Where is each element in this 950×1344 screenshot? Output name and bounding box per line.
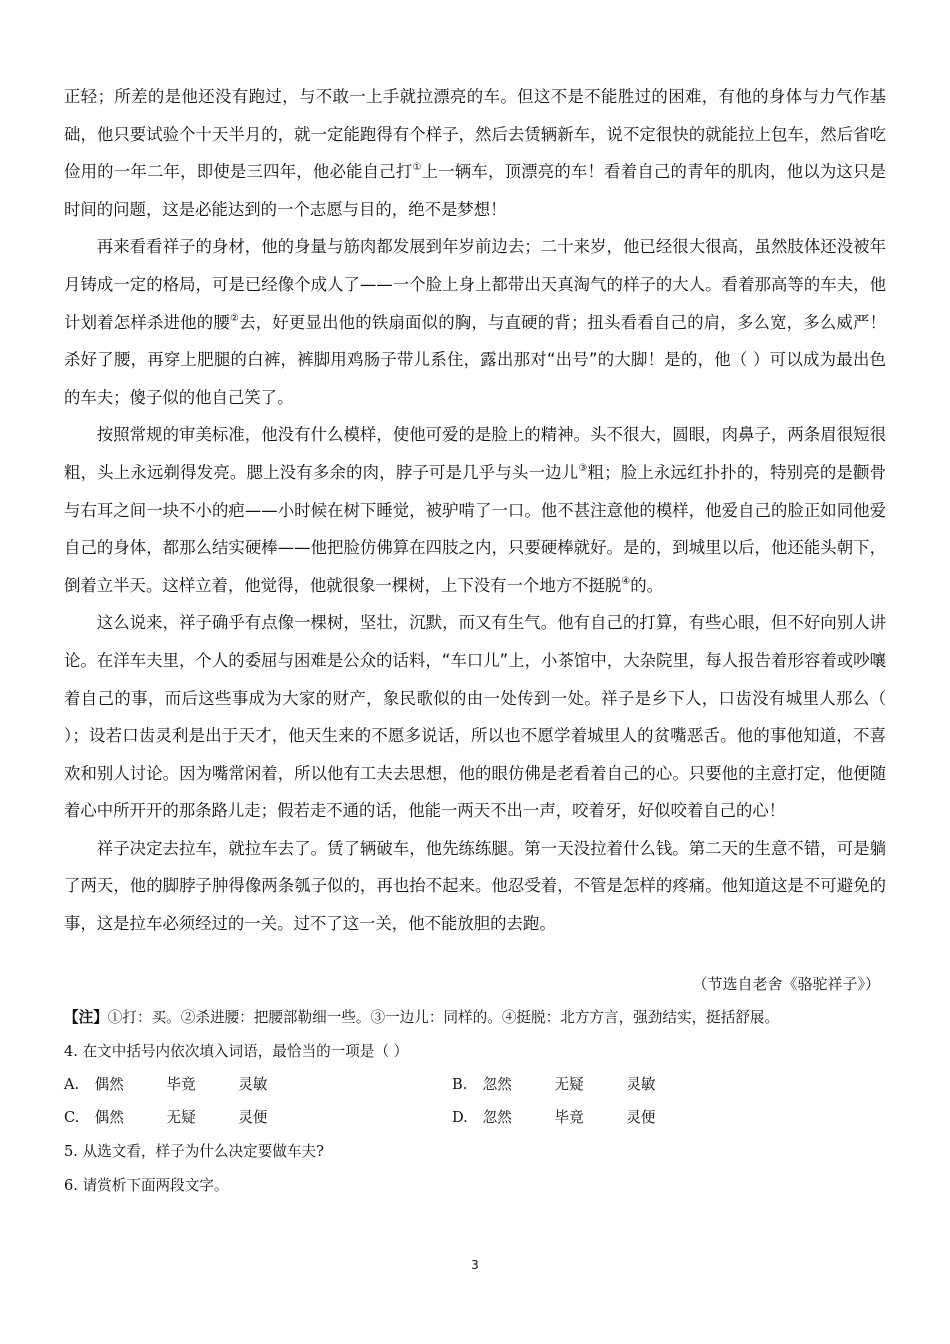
source-attribution: （节选自老舍《骆驼祥子》） <box>692 975 880 993</box>
page-number: 3 <box>471 1258 479 1272</box>
question-4: 4. 在文中括号内依次填入词语，最恰当的一项是（ ） <box>64 1043 409 1060</box>
question-5: 5. 从选文看，样子为什么决定要做车夫? <box>64 1143 324 1160</box>
footnote-text: ①打：买。②杀进腰：把腰部勒细一些。③一边儿：同样的。④挺脱：北方方言，强劲结实，挺括舒展。 <box>107 1009 780 1026</box>
paragraph-1: 正轻；所差的是他还没有跑过，与不敢一上手就拉漂亮的车。但这不是不能胜过的困难，有他的身体与力气作基础，他只要试验个十天半月的，就一定能跑得有个样子，然后去赁辆新车，说不定很快的就能拉上包车，然后省吃俭用的一年二年，即使是三四年，他必能自己打①上一辆车，顶漂亮的车！看着自己的青年的肌肉，他以为这只是时间的问题，这是必能达到的一个志愿与目的，绝不是梦想！ <box>64 87 887 219</box>
paragraph-5: 祥子决定去拉车，就拉车去了。赁了辆破车，他先练练腿。第一天没拉着什么钱。第二天的生意不错，可是躺了两天，他的脚脖子肿得像两条瓠子似的，再也抬不起来。他忍受着，不管是怎样的疼痛。他知道这是不可避免的事，这是拉车必须经过的一关。过不了这一关，他不能放胆的去跑。 <box>64 838 886 934</box>
paragraph-4: 这么说来，祥子确乎有点像一棵树，坚壮，沉默，而又有生气。他有自己的打算，有些心眼，但不好向别人讲论。在洋车夫里，个人的委屈与困难是公众的话料，“车口儿”上，小茶馆中，大杂院里，每人报告着形容着或吵嚷着自己的事，而后这些事成为大家的财产，象民歌似的由一处传到一处。祥子是乡下人，口齿没有城里人那么（ ）；设若口齿灵利是出于天才，他天生来的不愿多说话，所以也不愿学着城里人的贫嘴恶舌。他的事他知道，不喜欢和别人讨论。因为嘴常闲着，所以他有工夫去思想，他的眼仿佛是老看着自己的心。只要他的主意打定，他便随着心中所开开的那条路儿走；假若走不通的话，他能一两天不出一声，咬着牙，好似咬着自己的心！ <box>64 613 886 821</box>
footnote-label: 【注】 <box>64 1009 108 1026</box>
note-marker-2: ② <box>229 312 240 324</box>
note-marker-4: ④ <box>621 575 631 587</box>
option-c[interactable]: C. 偶然 无疑 灵便 <box>64 1109 268 1126</box>
novel-excerpt <box>64 78 886 943</box>
option-a[interactable]: A. 偶然 毕竟 灵敏 <box>64 1076 268 1093</box>
paragraph-2: 再来看看祥子的身材，他的身量与筋肉都发展到年岁前边去；二十来岁，他已经很大很高，虽然肢体还没被年月铸成一定的格局，可是已经像个成人了——一个脸上身上都带出天真淘气的样子的大人。看着那高等的车夫，他计划着怎样杀进他的腰②去，好更显出他的铁扇面似的胸，与直硬的背；扭头看看自己的肩，多么宽，多么威严！杀好了腰，再穿上肥腿的白裤，裤脚用鸡肠子带儿系住，露出那对“出号”的大脚！是的，他（ ）可以成为最出色的车夫；傻子似的他自己笑了。 <box>64 237 887 407</box>
note-marker-3: ③ <box>578 462 588 474</box>
question-6: 6. 请赏析下面两段文字。 <box>64 1177 229 1194</box>
note-marker-1: ① <box>412 162 422 174</box>
paragraph-3: 按照常规的审美标准，他没有什么模样，使他可爱的是脸上的精神。头不很大，圆眼，肉鼻子，两条眉很短很粗，头上永远剃得发亮。腮上没有多余的肉，脖子可是几乎与头一边儿③粗；脸上永远红扑扑的，特别亮的是颧骨与右耳之间一块不小的疤——小时候在树下睡觉，被驴啃了一口。他不甚注意他的模样，他爱自己的脸正如同他爱自己的身体，都那么结实硬棒——他把脸仿佛算在四肢之内，只要硬棒就好。是的，到城里以后，他还能头朝下，倒着立半天。这样立着，他觉得，他就很象一棵树，上下没有一个地方不挺脱④的。 <box>64 425 887 595</box>
footnote <box>64 1006 894 1030</box>
option-d[interactable]: D. 忽然 毕竟 灵便 <box>452 1109 656 1126</box>
option-b[interactable]: B. 忽然 无疑 灵敏 <box>452 1076 656 1093</box>
